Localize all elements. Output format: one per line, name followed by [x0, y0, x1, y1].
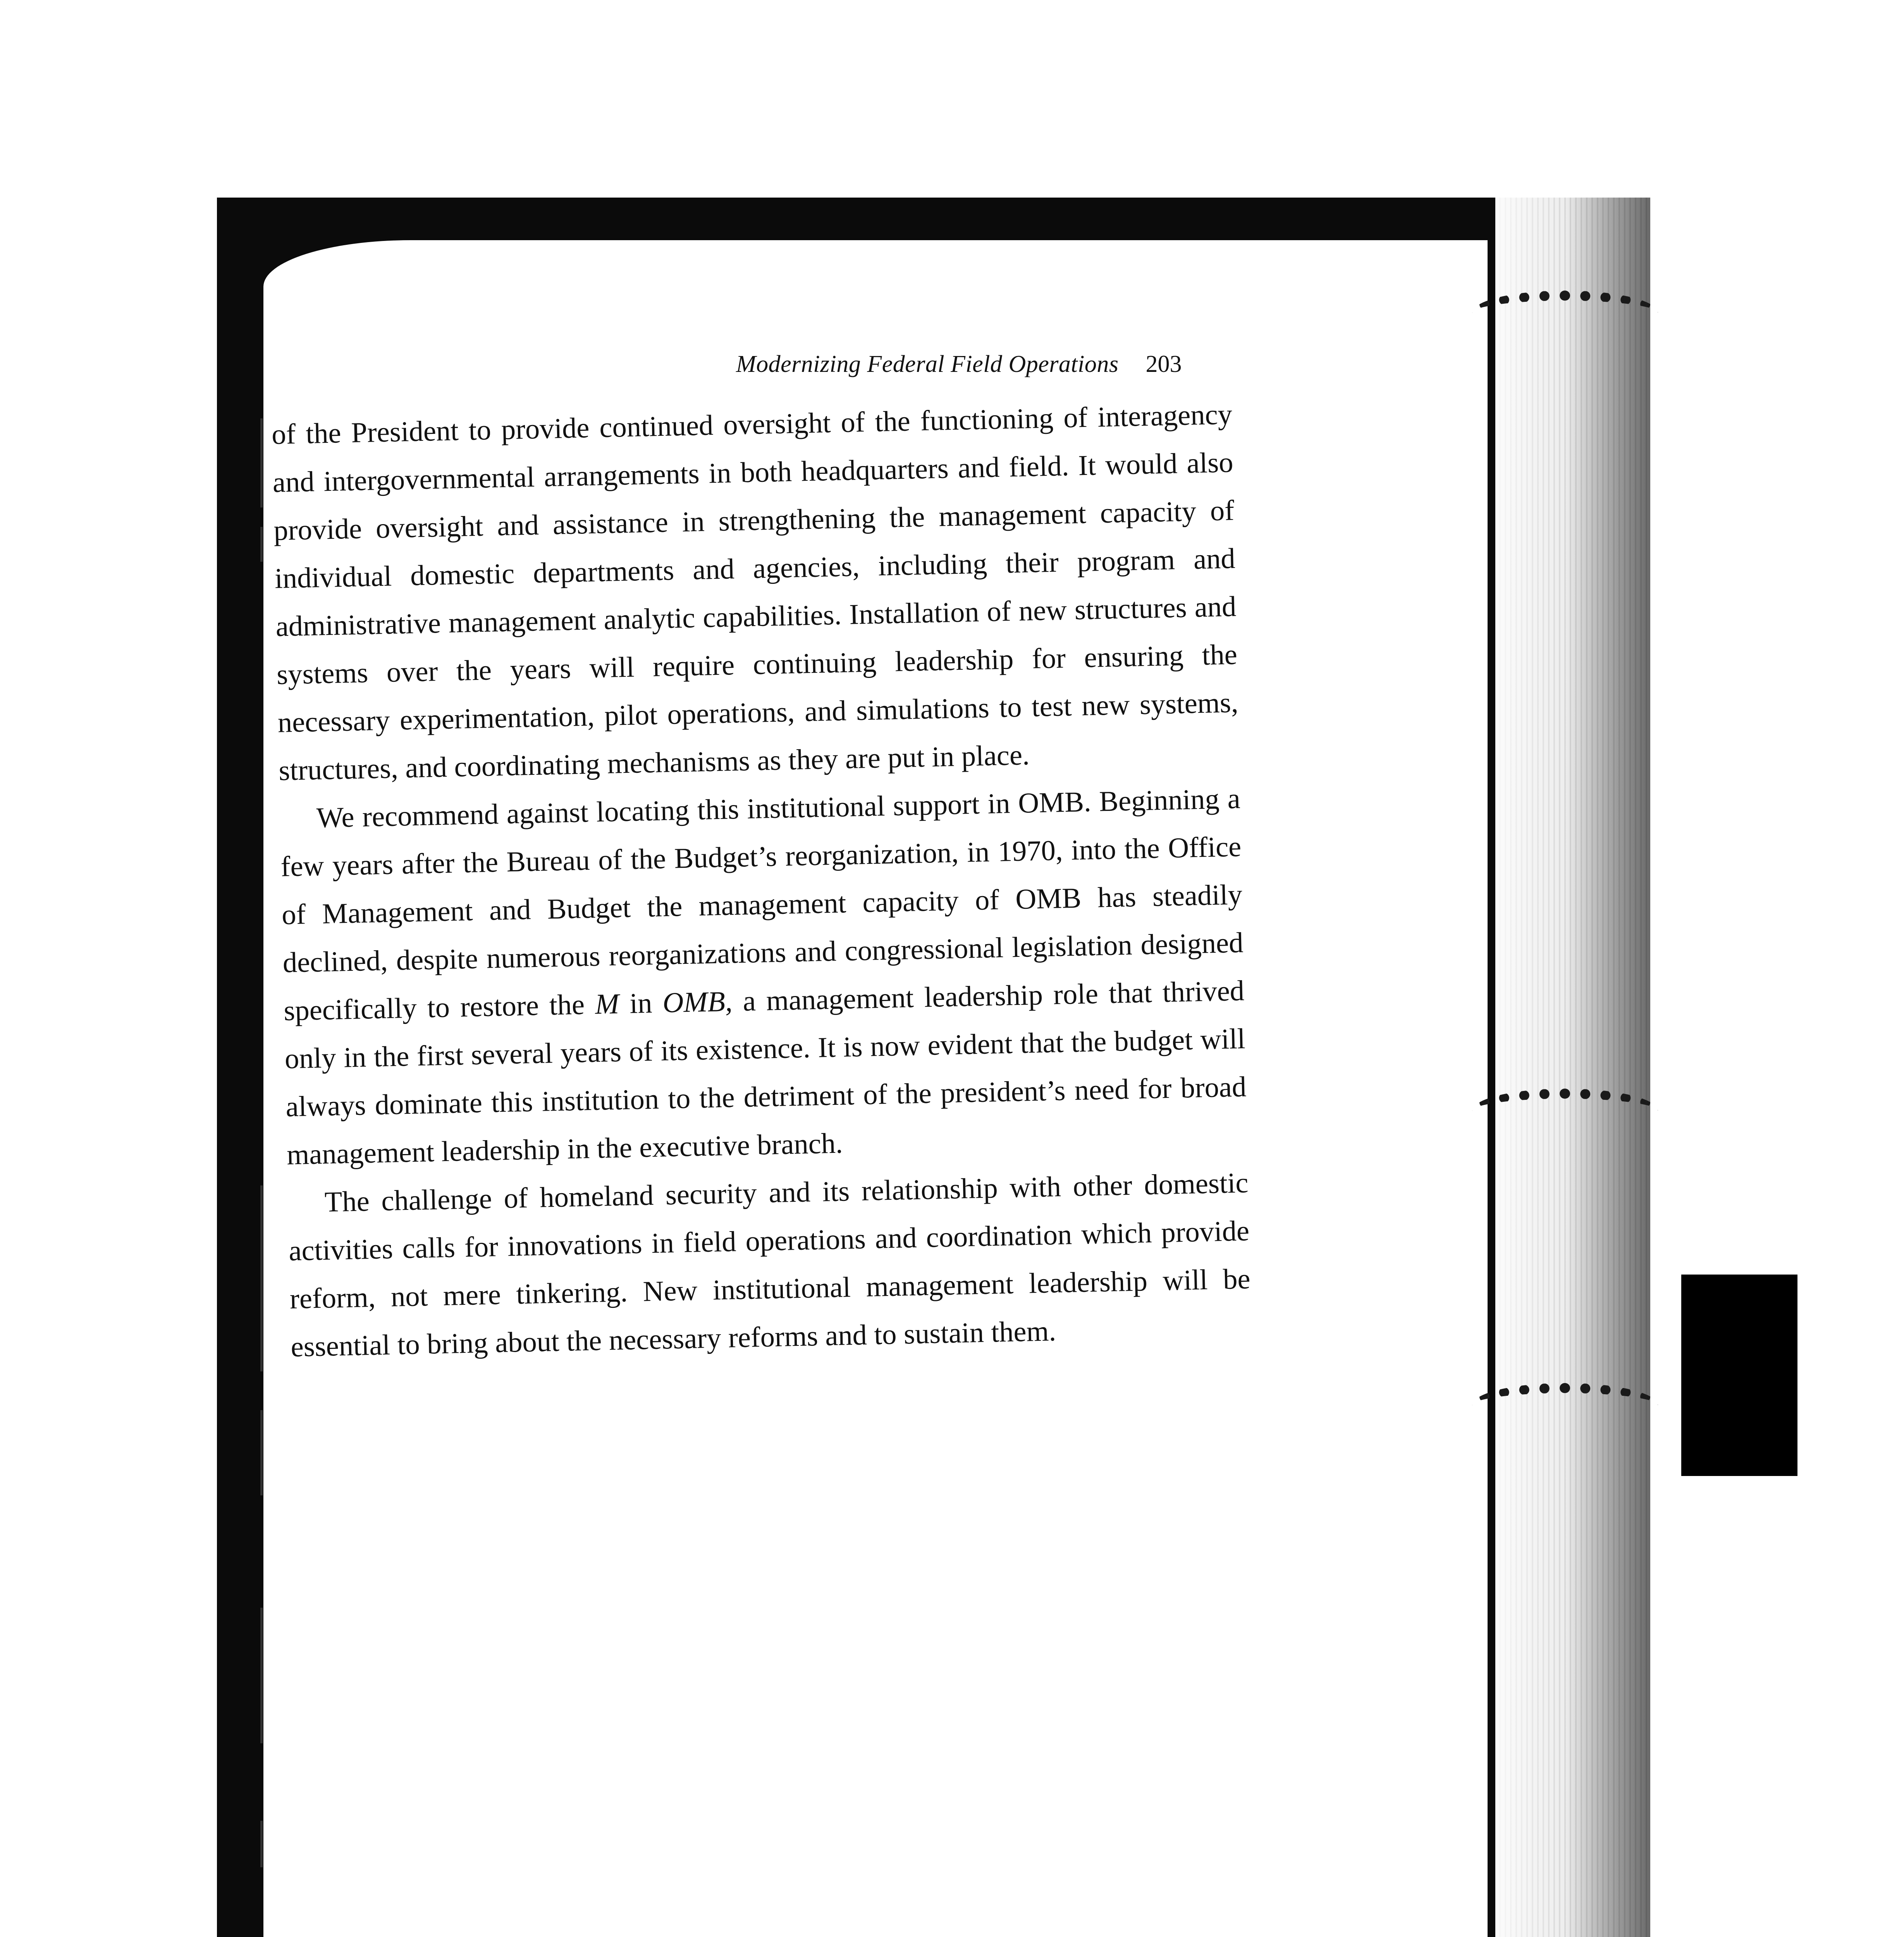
italic-omb: OMB,	[662, 986, 733, 1019]
running-head-title: Modernizing Federal Field Operations	[736, 351, 1119, 377]
paragraph: The challenge of homeland security and its relationship with other domestic activities calls for innovations in field operations and coordination which provide reform, not mere tinkering. New institutional management leadership will be essential to bring about the necessary reforms and to sustain them.	[288, 1167, 1251, 1363]
paragraph: We recommend against locating this institutional support in OMB. Beginning a few years after the Bureau of the Budget’s reorganization, in 1970, into the Office of Management and Budget the management capacity of OMB has steadily declined, despite numerous reorganizations and congressional legislation designed specifically to restore the M in OMB, a management leadership role that thrived only in the first several years of its existence. It is now evident that the budget will always dominate this institution to the detriment of the president’s need for broad management leadership in the executive branch.	[280, 783, 1247, 1171]
left-edge-mark	[260, 1821, 263, 1867]
binding-coil	[1472, 1089, 1658, 1134]
running-head	[736, 341, 1259, 387]
left-edge-mark	[260, 1410, 263, 1495]
binding-coil	[1472, 1383, 1658, 1428]
spiral-binding	[1495, 198, 1650, 1937]
paragraph: of the President to provide continued oversight of the functioning of interagency and intergovernmental arrangements in both headquarters and field. It would also provide oversight and assistance in strengthening the management capacity of individual domestic departments and agencies, including their program and administrative management analytic capabilities. Installation of new structures and systems over the years will require continuing leadership for ensuring the necessary experimentation, pilot operations, and simulations to test new systems, structures, and coordinating mechanisms as they are put in place.	[271, 399, 1239, 787]
left-edge-mark	[260, 418, 263, 507]
body-text	[271, 390, 1252, 1371]
left-edge-mark	[260, 1608, 263, 1743]
binding-gap	[1681, 1275, 1797, 1476]
left-edge-mark	[260, 1185, 263, 1371]
left-edge-mark	[260, 527, 263, 562]
italic-m: M	[595, 988, 620, 1020]
binding-coil	[1472, 291, 1658, 335]
page-number: 203	[1145, 351, 1182, 377]
